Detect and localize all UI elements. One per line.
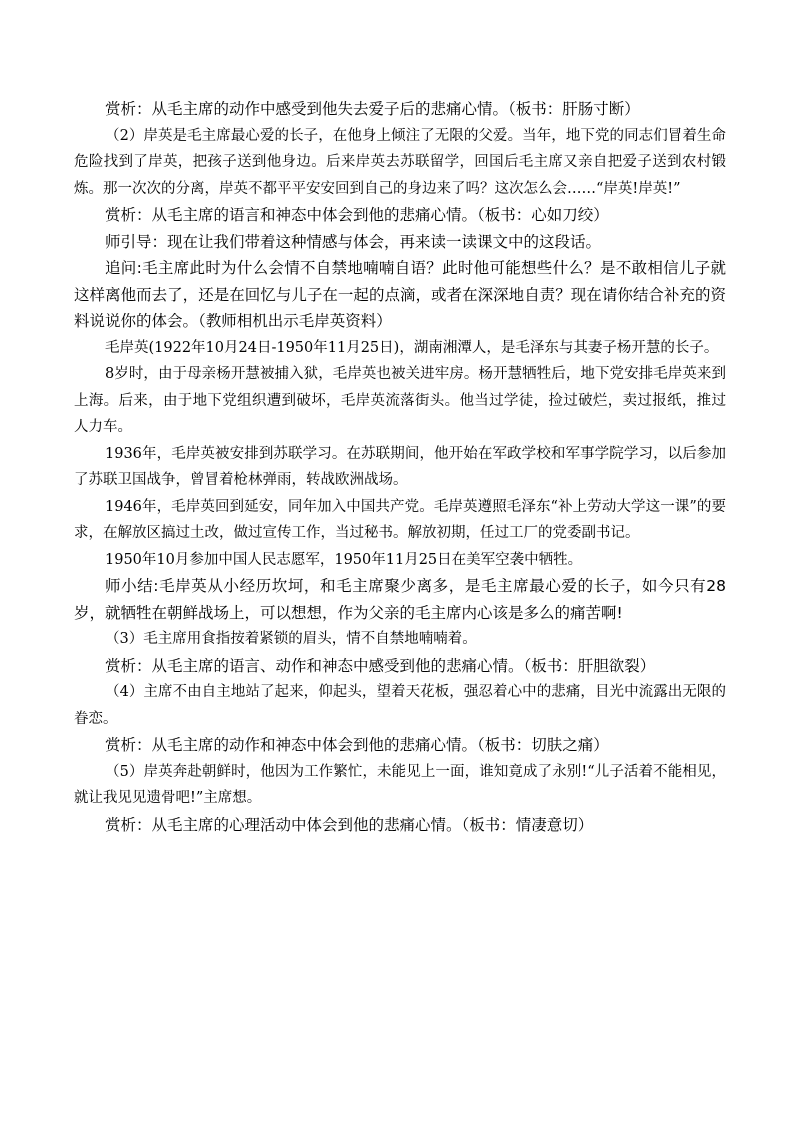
paragraph-appreciation-5: 赏析：从毛主席的心理活动中体会到他的悲痛心情。（板书：情凄意切） — [105, 815, 594, 834]
paragraph-appreciation-4: 赏析：从毛主席的动作和神态中体会到他的悲痛心情。（板书：切肤之痛） — [105, 736, 609, 754]
paragraph-text-excerpt-2: （2）岸英是毛主席最心爱的长子，在他身上倾注了无限的父爱。当年，地下党的同志们冒着生命危险找到了岸英，把孩子送到他身边。后来岸英去苏联留学，回国后毛主席又亲自把爱子送到农村锻炼。那一次次的分离，岸英不都平平安安回到自己的身边来了吗？这次怎么会……“岸英!岸英!” — [74, 127, 726, 197]
paragraph-biography-1936: 1936年，毛岸英被安排到苏联学习。在苏联期间，他开始在军政学校和军事学院学习，以后参加了苏联卫国战争，曾冒着枪林弹雨，转战欧洲战场。 — [74, 445, 726, 488]
paragraph-biography-childhood: 8岁时，由于母亲杨开慧被捕入狱，毛岸英也被关进牢房。杨开慧牺牲后，地下党安排毛岸英来到上海。后来，由于地下党组织遭到破坏，毛岸英流落街头。他当过学徒，捡过破烂，卖过报纸，推过人力车。 — [74, 366, 726, 435]
paragraph-teacher-summary: 师小结:毛岸英从小经历坎坷，和毛主席聚少离多，是毛主席最心爱的长子，如今只有28岁，就牺牲在朝鲜战场上，可以想想，作为父亲的毛主席内心该是多么的痛苦啊! — [74, 577, 726, 622]
paragraph-biography-1946: 1946年，毛岸英回到延安，同年加入中国共产党。毛岸英遵照毛泽东“补上劳动大学这一课”的要求，在解放区搞过土改，做过宣传工作，当过秘书。解放初期，任过工厂的党委副书记。 — [74, 498, 726, 541]
paragraph-text-excerpt-3: （3）毛主席用食指按着紧锁的眉头，情不自禁地喃喃着。 — [105, 631, 477, 647]
paragraph-follow-up-question: 追问:毛主席此时为什么会情不自禁地喃喃自语？此时他可能想些什么？是不敢相信儿子就这样离他而去了，还是在回忆与儿子在一起的点滴，或者在深深地自责？现在请你结合补充的资料说说你的体会。（教师相机出示毛岸英资料） — [74, 259, 726, 330]
paragraph-text-excerpt-5: （5）岸英奔赴朝鲜时，他因为工作繁忙，未能见上一面，谁知竟成了永别!“儿子活着不能相见，就让我见见遗骨吧!”主席想。 — [74, 763, 726, 806]
paragraph-appreciation-2: 赏析：从毛主席的语言和神态中体会到他的悲痛心情。（板书：心如刀绞） — [105, 206, 609, 224]
paragraph-appreciation-3: 赏析：从毛主席的语言、动作和神态中感受到他的悲痛心情。（板书：肝胆欲裂） — [105, 656, 656, 675]
paragraph-teacher-guidance: 师引导：现在让我们带着这种情感与体会，再来读一读课文中的这段话。 — [105, 232, 602, 251]
paragraph-biography-intro: 毛岸英(1922年10月24日-1950年11月25日)，湖南湘潭人，是毛泽东与其妻子杨开慧的长子。 — [105, 339, 719, 356]
document-body — [74, 96, 726, 838]
paragraph-biography-1950: 1950年10月参加中国人民志愿军，1950年11月25日在美军空袭中牺牲。 — [105, 551, 583, 568]
paragraph-text-excerpt-4: （4）主席不由自主地站了起来，仰起头，望着天花板，强忍着心中的悲痛，目光中流露出无限的眷恋。 — [74, 684, 726, 727]
paragraph-appreciation-1: 赏析：从毛主席的动作中感受到他失去爱子后的悲痛心情。（板书：肝肠寸断） — [105, 100, 640, 118]
